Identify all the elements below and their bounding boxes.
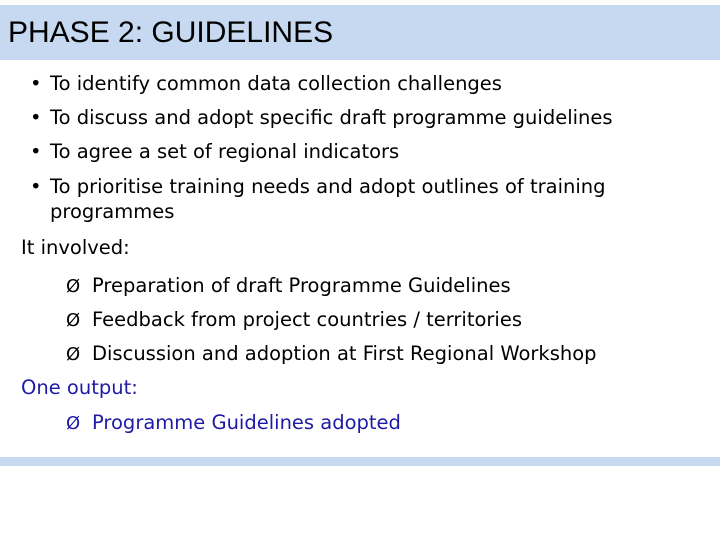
involved-item-text: Feedback from project countries / territories [92, 308, 523, 331]
bullet-icon: • [30, 72, 42, 95]
involved-item-text: Preparation of draft Programme Guidelines [92, 274, 511, 297]
output-label: One output: [21, 376, 138, 399]
arrow-bullet-icon: Ø [66, 310, 81, 331]
involved-item [66, 307, 522, 333]
involved-label: It involved: [21, 236, 130, 259]
objective-text: To agree a set of regional indicators [50, 140, 400, 163]
objective-text: To discuss and adopt specific draft programme guidelines [50, 106, 613, 129]
objective-text: To identify common data collection challenges [50, 72, 502, 95]
bullet-icon: • [30, 175, 42, 198]
output-item-text: Programme Guidelines adopted [92, 411, 401, 434]
arrow-bullet-icon: Ø [66, 413, 81, 434]
involved-item [66, 341, 597, 367]
involved-item [66, 273, 511, 299]
arrow-bullet-icon: Ø [66, 344, 81, 365]
output-item [66, 410, 401, 436]
slide-title: PHASE 2: GUIDELINES [8, 16, 334, 49]
bullet-icon: • [30, 106, 42, 129]
arrow-bullet-icon: Ø [66, 276, 81, 297]
bottom-divider-bar [0, 457, 720, 466]
involved-item-text: Discussion and adoption at First Regional Workshop [92, 342, 597, 365]
bullet-icon: • [30, 140, 42, 163]
objective-text: To prioritise training needs and adopt outlines of training programmes [50, 175, 606, 223]
